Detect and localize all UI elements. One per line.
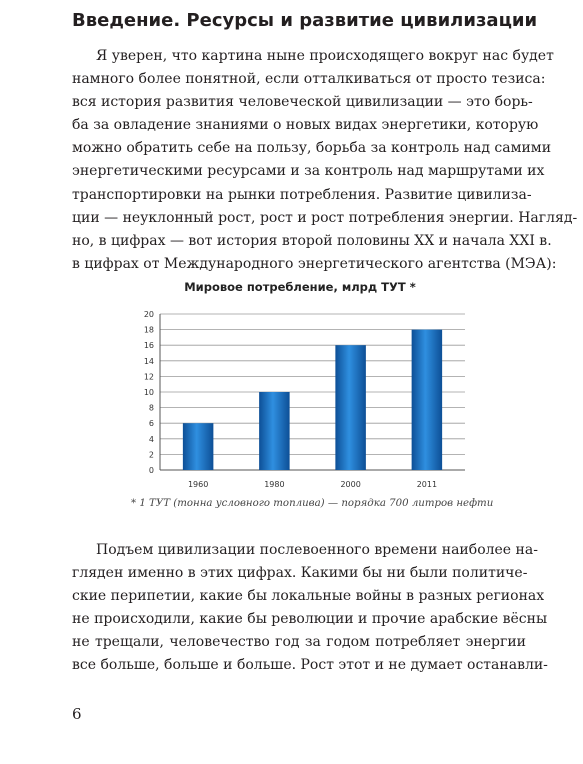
text-line: ские перипетии, какие бы локальные войны в разных регионах [72, 588, 545, 605]
y-tick-label: 14 [143, 356, 154, 366]
text-line: Подъем цивилизации послевоенного времени наиболее на- [96, 542, 538, 558]
outro-paragraph [72, 539, 548, 678]
y-tick-label: 6 [148, 419, 154, 429]
x-tick-label: 2011 [416, 480, 438, 489]
intro-paragraph [72, 45, 578, 276]
bar-1960 [183, 423, 214, 470]
text-line: все больше, больше и больше. Рост этот и не думает останавли- [72, 657, 548, 674]
chart-title: Мировое потребление, млрд ТУТ * [184, 280, 416, 294]
y-tick-label: 0 [148, 466, 154, 475]
chart-footnote: * 1 ТУТ (тонна условного топлива) — порядка 700 литров нефти [131, 498, 494, 509]
text-line: намного более понятной, если отталкиваться от просто тезиса: [72, 71, 546, 88]
text-line: можно обратить себе на пользу, борьба за контроль над самими [72, 140, 552, 157]
y-tick-label: 20 [143, 310, 154, 319]
text-line: транспортировки на рынки потребления. Развитие цивилиза- [72, 186, 532, 203]
x-tick-label: 1960 [187, 480, 209, 489]
text-line: гляден именно в этих цифрах. Какими бы ни были политиче- [72, 565, 528, 582]
y-tick-label: 4 [148, 434, 154, 444]
x-tick-label: 2000 [340, 480, 361, 489]
page-number: 6 [72, 705, 82, 723]
y-tick-label: 10 [143, 388, 154, 397]
text-line: энергетическими ресурсами и за контроль над маршрутами их [72, 163, 545, 180]
x-tick-label: 1980 [264, 480, 285, 489]
text-line: Я уверен, что картина ныне происходящего вокруг нас будет [96, 48, 554, 64]
text-line: вся история развития человеческой цивилизации — это борь- [72, 94, 533, 111]
y-tick-label: 12 [143, 372, 154, 382]
y-tick-label: 8 [148, 403, 154, 413]
section-heading: Введение. Ресурсы и развитие цивилизации [72, 10, 538, 31]
text-line: в цифрах от Международного энергетического агентства (МЭА): [72, 255, 557, 272]
text-line: но, в цифрах — вот история второй половины XX и начала XXI в. [72, 232, 552, 249]
bar-2011 [412, 330, 443, 470]
y-tick-label: 18 [143, 325, 154, 335]
text-line: не происходили, какие бы революции и прочие арабские вёсны [72, 611, 548, 628]
y-tick-label: 16 [143, 341, 154, 351]
text-line: не трещали, человечество год за годом потребляет энергии [72, 634, 526, 651]
bar-1980 [259, 392, 290, 470]
text-line: ба за овладение знаниями о новых видах энергетики, которую [72, 117, 539, 134]
text-line: ции — неуклонный рост, рост и рост потребления энергии. Нагляд- [72, 209, 578, 226]
bar-2000 [335, 345, 366, 470]
y-tick-label: 2 [148, 450, 154, 460]
consumption-bar-chart [120, 300, 480, 495]
